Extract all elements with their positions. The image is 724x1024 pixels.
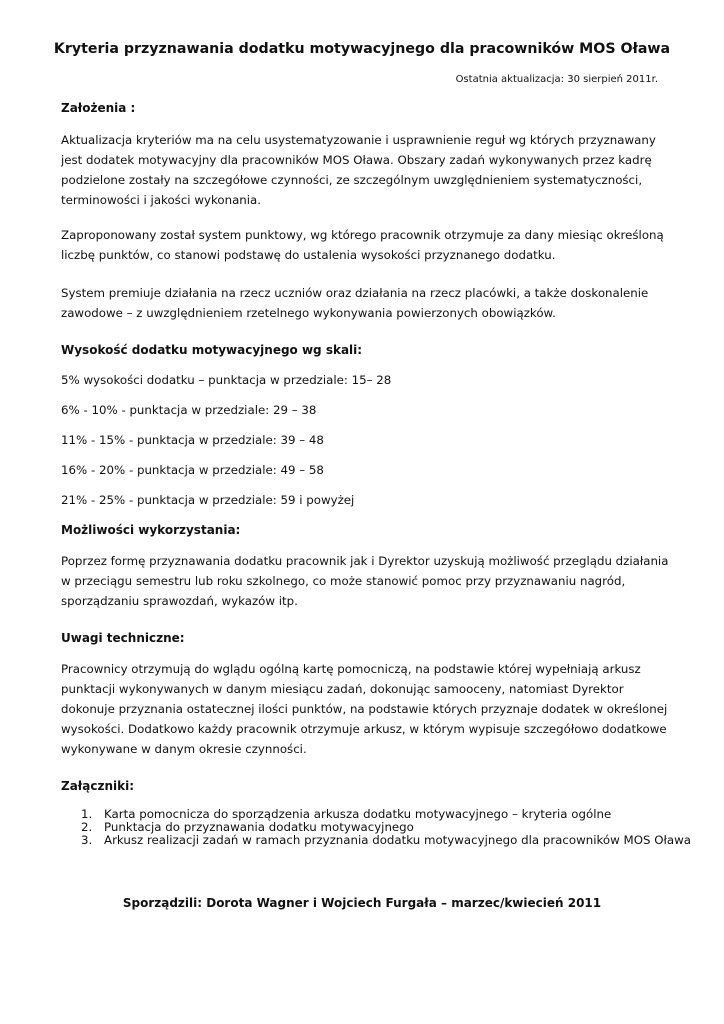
usage-paragraph: Poprzez formę przyznawania dodatku pracownik jak i Dyrektor uzyskują możliwość przeglądu działania w przeciągu semestru lub roku szkolnego, co może stanowić pomoc przy przyznawaniu nagród, sporządzaniu sprawozdań, wykazów itp. <box>61 554 669 608</box>
list-item-number: 3. <box>81 833 93 847</box>
list-item-number: 2. <box>81 820 93 834</box>
scale-heading: Wysokość dodatku motywacyjnego wg skali: <box>61 343 363 357</box>
scale-item-1: 5% wysokości dodatku – punktacja w przedziale: 15– 28 <box>61 373 392 387</box>
scale-item-5: 21% - 25% - punktacja w przedziale: 59 i powyżej <box>61 493 355 507</box>
attachments-list <box>81 808 701 847</box>
technical-notes-heading: Uwagi techniczne: <box>61 631 185 645</box>
list-item-text: Arkusz realizacji zadań w ramach przyznania dodatku motywacyjnego dla pracowników MOS Oława <box>104 833 691 847</box>
list-item-text: Punktacja do przyznawania dodatku motywacyjnego <box>104 820 414 834</box>
usage-heading: Możliwości wykorzystania: <box>61 523 241 537</box>
assumptions-heading: Założenia : <box>61 101 136 115</box>
assumptions-paragraph-2: Zaproponowany został system punktowy, wg którego pracownik otrzymuje za dany miesiąc określoną liczbę punktów, co stanowi podstawę do ustalenia wysokości przyznanego dodatku. <box>61 228 664 262</box>
scale-item-4: 16% - 20% - punktacja w przedziale: 49 – 58 <box>61 463 324 477</box>
attachments-heading: Załączniki: <box>61 779 134 793</box>
document-title: Kryteria przyznawania dodatku motywacyjnego dla pracowników MOS Oława <box>53 41 671 57</box>
list-item-number: 1. <box>81 807 93 821</box>
list-item-text: Karta pomocnicza do sporządzenia arkusza dodatku motywacyjnego – kryteria ogólne <box>104 807 612 821</box>
scale-item-3: 11% - 15% - punktacja w przedziale: 39 – 48 <box>61 433 324 447</box>
authors-footer: Sporządzili: Dorota Wagner i Wojciech Furgała – marzec/kwiecień 2011 <box>122 896 602 910</box>
last-updated-date: Ostatnia aktualizacja: 30 sierpień 2011r. <box>455 74 658 85</box>
scale-item-2: 6% - 10% - punktacja w przedziale: 29 – 38 <box>61 403 317 417</box>
list-item <box>81 834 701 847</box>
technical-notes-paragraph: Pracownicy otrzymują do wglądu ogólną kartę pomocniczą, na podstawie której wypełniają arkusz punktacji wykonywanych w danym miesiącu zadań, dokonując samooceny, natomiast Dyrektor dokonuje przyznania ostatecznej ilości punktów, na podstawie których przyznaje dodatek w określonej wysokości. Dodatkowo każdy pracownik otrzymuje arkusz, w którym wypisuje szczegółowo dodatkowe wykonywane w danym okresie czynności. <box>61 662 668 756</box>
assumptions-paragraph-3: System premiuje działania na rzecz uczniów oraz działania na rzecz placówki, a także doskonalenie zawodowe – z uwzględnieniem rzetelnego wykonywania powierzonych obowiązków. <box>61 286 649 320</box>
assumptions-paragraph-1: Aktualizacja kryteriów ma na celu usystematyzowanie i usprawnienie reguł wg których przyznawany jest dodatek motywacyjny dla pracowników MOS Oława. Obszary zadań wykonywanych przez kadrę podzielone zostały na szczegółowe czynności, ze szczególnym uwzględnieniem systematyczności, terminowości i jakości wykonania. <box>61 133 656 207</box>
